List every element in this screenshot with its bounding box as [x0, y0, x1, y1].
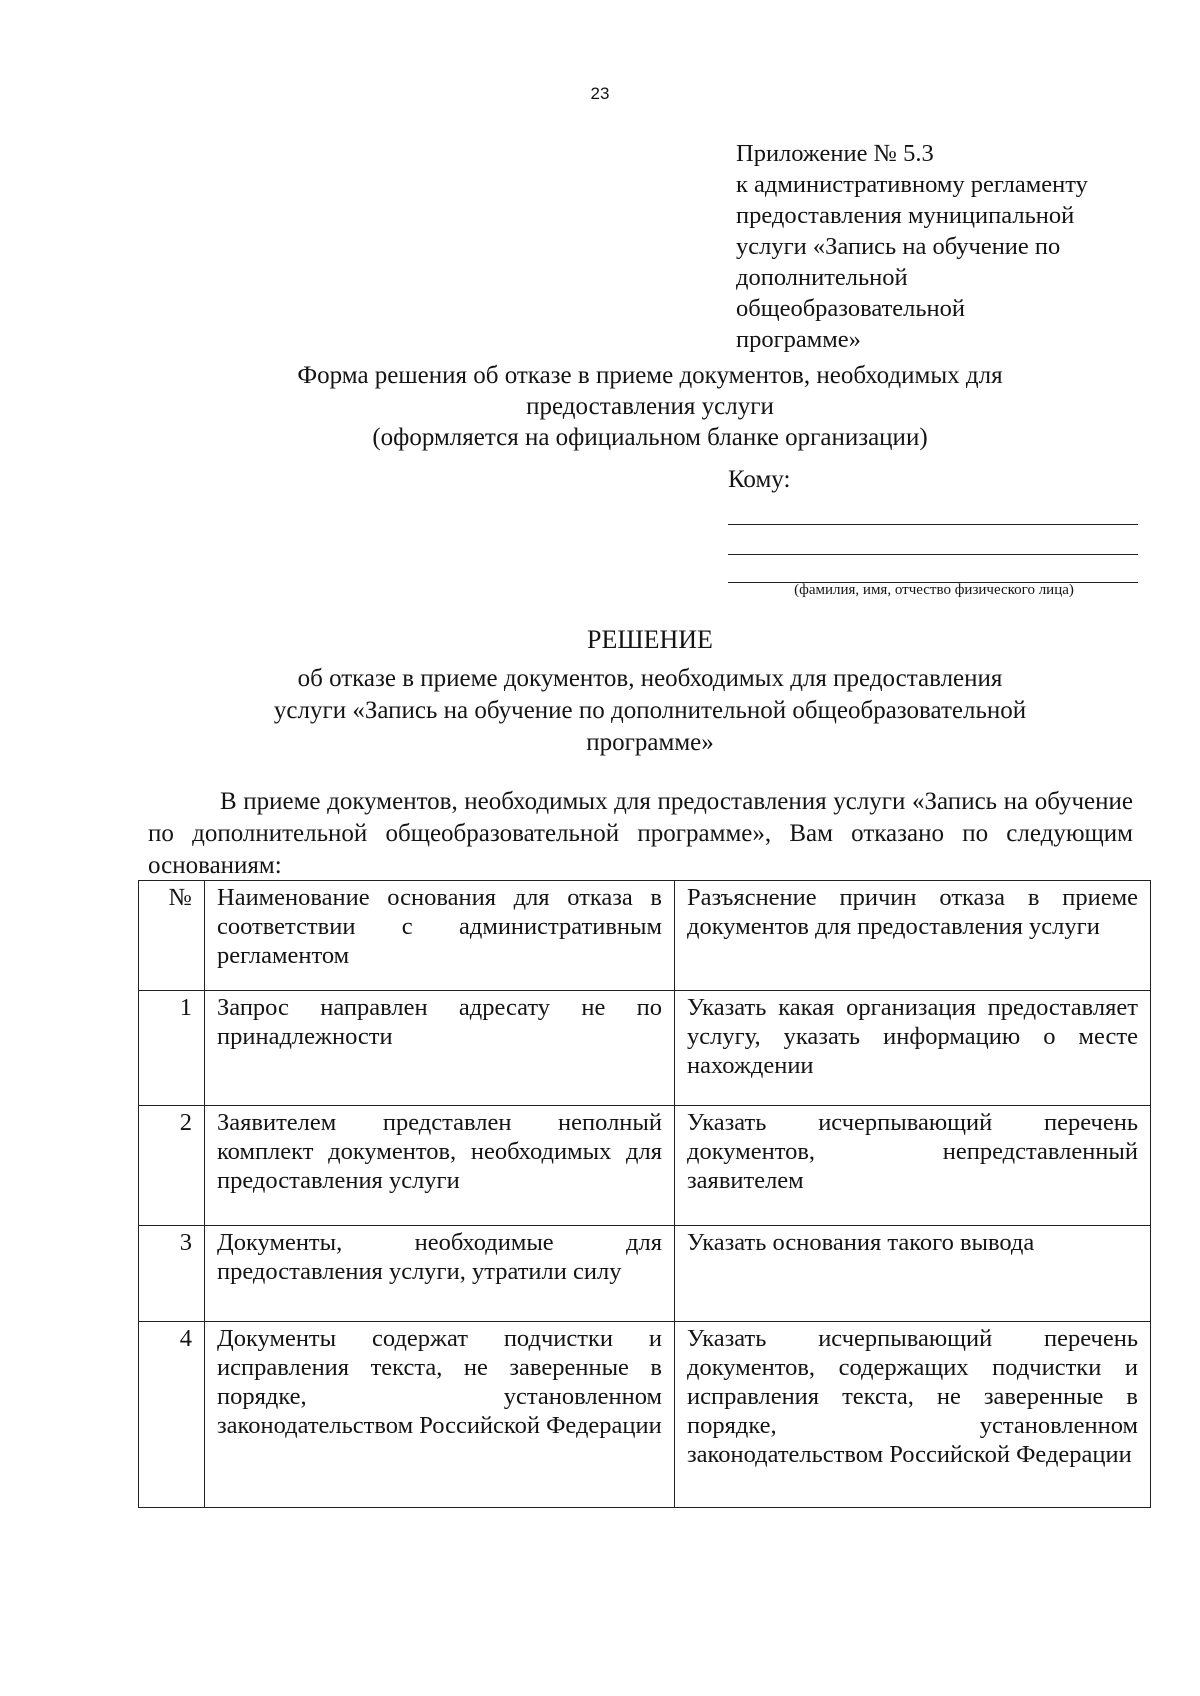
- appendix-header: [736, 138, 1156, 355]
- decision-title: РЕШЕНИЕ: [587, 625, 713, 654]
- decision-subtitle-line: услуги «Запись на обучение по дополнительной общеобразовательной: [273, 697, 1027, 724]
- appendix-line: к административному регламенту: [736, 171, 1088, 198]
- table-row: [139, 991, 1151, 1106]
- row-ground: Документы, необходимые для предоставления услуги, утратили силу: [205, 1226, 675, 1322]
- row-number: 2: [139, 1106, 205, 1226]
- form-title: [200, 360, 1100, 453]
- row-explanation: Указать исчерпывающий перечень документов, непредставленный заявителем: [675, 1106, 1151, 1226]
- row-ground: Документы содержат подчистки и исправления текста, не заверенные в порядке, установленном законодательством Российской Федерации: [205, 1322, 675, 1508]
- refusal-reasons-table: [138, 880, 1151, 1508]
- table-row: [139, 1106, 1151, 1226]
- recipient-caption: (фамилия, имя, отчество физического лица): [794, 582, 1074, 598]
- intro-paragraph: [148, 786, 1133, 882]
- header-explanation: Разъяснение причин отказа в приеме документов для предоставления услуги: [675, 881, 1151, 991]
- appendix-line: дополнительной: [736, 264, 908, 291]
- row-explanation: Указать какая организация предоставляет услугу, указать информацию о месте нахождении: [675, 991, 1151, 1106]
- header-number: №: [139, 881, 205, 991]
- row-ground: Заявителем представлен неполный комплект документов, необходимых для предоставления услуги: [205, 1106, 675, 1226]
- appendix-line: услуги «Запись на обучение по: [736, 233, 1061, 260]
- form-title-line: предоставления услуги: [526, 393, 774, 420]
- header-ground: Наименование основания для отказа в соответствии с административным регламентом: [205, 881, 675, 991]
- page-number: 23: [590, 84, 610, 103]
- decision-subtitle-line: об отказе в приеме документов, необходимых для предоставления: [297, 665, 1003, 692]
- table-row: [139, 1226, 1151, 1322]
- row-explanation: Указать основания такого вывода: [675, 1226, 1151, 1322]
- row-number: 1: [139, 991, 205, 1106]
- recipient-label: Кому:: [728, 466, 791, 493]
- form-title-note: (оформляется на официальном бланке организации): [372, 424, 928, 451]
- decision-subtitle-line: программе»: [586, 729, 714, 756]
- appendix-line: общеобразовательной: [736, 295, 966, 322]
- appendix-line: Приложение № 5.3: [736, 140, 934, 167]
- row-number: 4: [139, 1322, 205, 1508]
- form-title-line: Форма решения об отказе в приеме документов, необходимых для: [297, 362, 1003, 389]
- appendix-line: программе»: [736, 326, 861, 353]
- row-ground: Запрос направлен адресату не по принадлежности: [205, 991, 675, 1106]
- row-number: 3: [139, 1226, 205, 1322]
- intro-text: В приеме документов, необходимых для предоставления услуги «Запись на обучение по дополнительной общеобразовательной программе», Вам отказано по следующим основаниям:: [148, 788, 1133, 879]
- row-explanation: Указать исчерпывающий перечень документов, содержащих подчистки и исправления текста, не заверенные в порядке, установленном законодательством Российской Федерации: [675, 1322, 1151, 1508]
- table-header-row: [139, 881, 1151, 991]
- recipient-line: [728, 554, 1138, 555]
- decision-subtitle: [200, 663, 1100, 759]
- appendix-line: предоставления муниципальной: [736, 202, 1075, 229]
- table-row: [139, 1322, 1151, 1508]
- recipient-line: [728, 524, 1138, 525]
